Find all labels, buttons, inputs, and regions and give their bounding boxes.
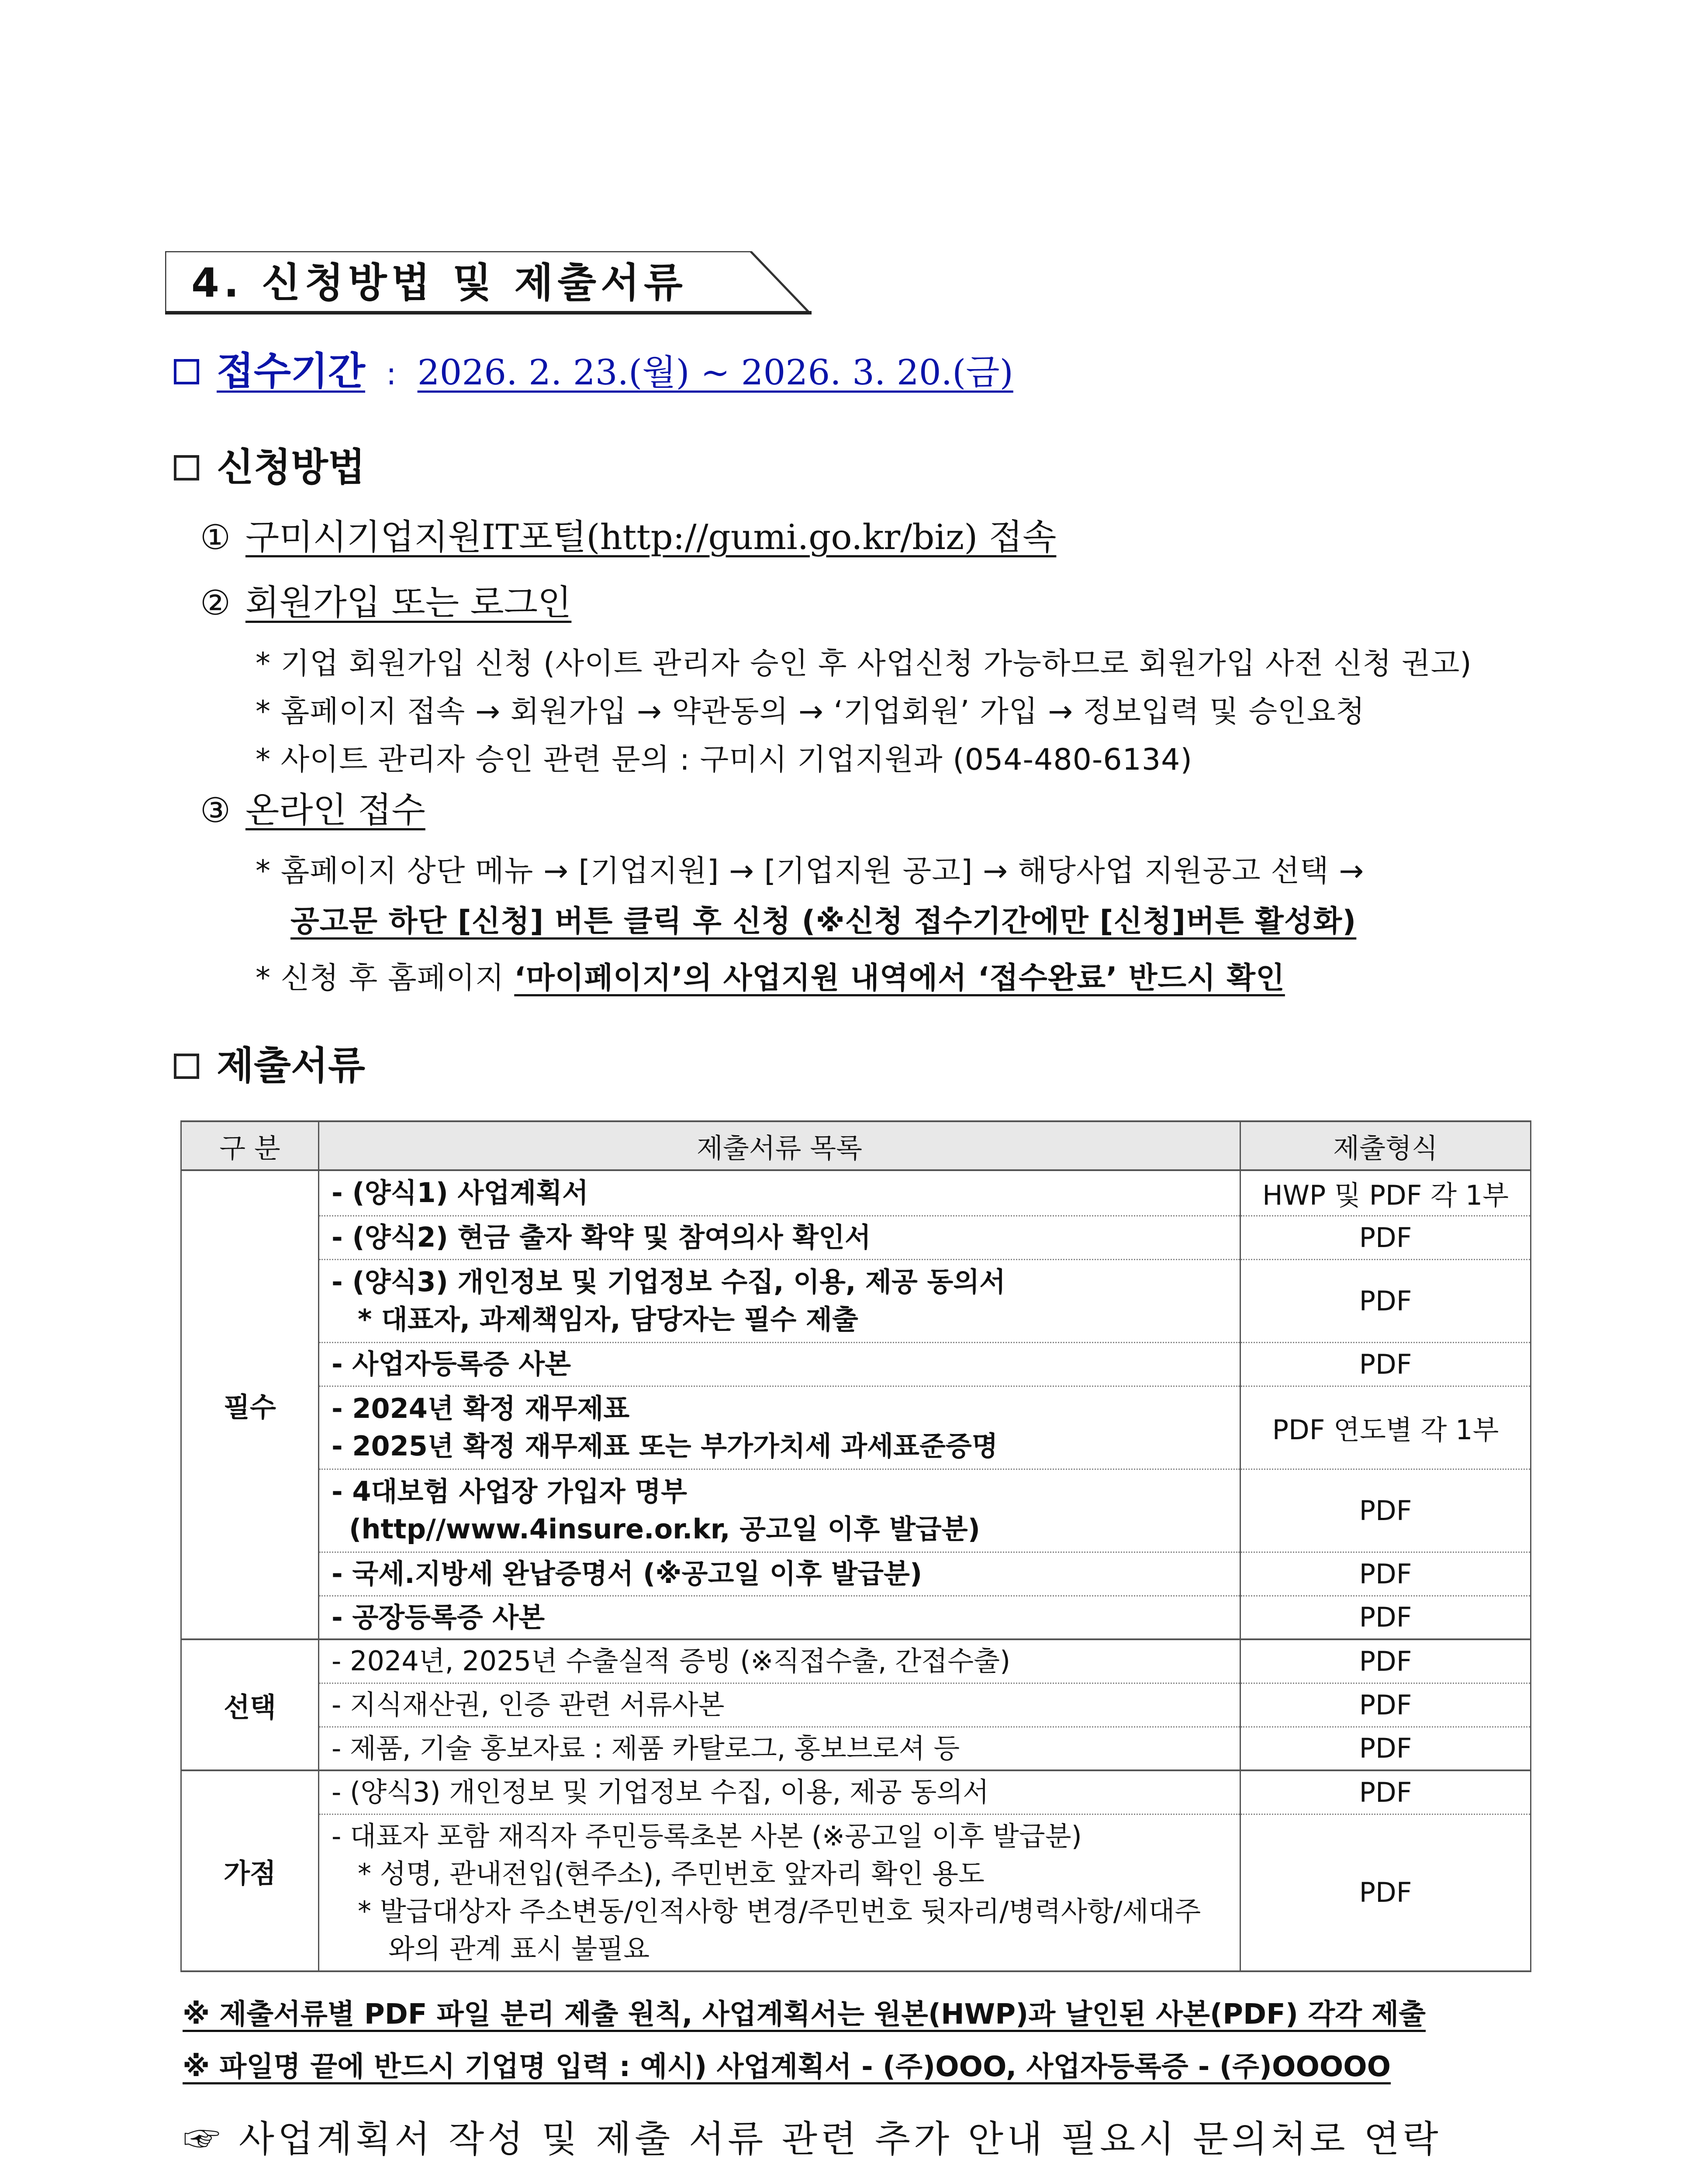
period-line (174, 341, 1013, 396)
doc-format: PDF (1240, 1727, 1531, 1770)
step-text: 구미시기업지원IT포털(http://gumi.go.kr/biz) 접속 (245, 517, 1057, 557)
doc-line: - 2024년, 2025년 수출실적 증빙 (※직접수출, 간접수출) (332, 1645, 1011, 1677)
checkbox-square-icon (174, 1054, 199, 1079)
doc-item (319, 1216, 1240, 1259)
table-row (181, 1552, 1531, 1596)
table-header-row (181, 1121, 1531, 1170)
method-heading-text: 신청방법 (217, 445, 366, 490)
step2-note-1: * 기업 회원가입 신청 (사이트 관리자 승인 후 사업신청 가능하므로 회원가입 사전 신청 권고) (256, 646, 1472, 681)
table-row (181, 1342, 1531, 1386)
method-step-1 (200, 509, 1056, 559)
method-step-2 (200, 574, 571, 625)
period-value: 2026. 2. 23.(월) ~ 2026. 3. 20.(금) (417, 352, 1013, 393)
doc-format: PDF (1240, 1814, 1531, 1971)
doc-subline: (http//www.4insure.or.kr, 공고일 이후 발급분) (349, 1513, 980, 1545)
table-row (181, 1469, 1531, 1552)
checkbox-square-icon (174, 359, 199, 384)
doc-line: - 공장등록증 사본 (332, 1601, 545, 1633)
doc-item (319, 1386, 1240, 1469)
step-number: ③ (200, 791, 231, 830)
final-contact-line: ☞ 사업계획서 작성 및 제출 서류 관련 추가 안내 필요시 문의처로 연락 (183, 2118, 1442, 2160)
method-heading (174, 437, 365, 492)
documents-table (180, 1120, 1531, 1972)
doc-line: - 2024년 확정 재무제표 (332, 1393, 630, 1424)
doc-subline: * 대표자, 과제책임자, 담당자는 필수 제출 (358, 1303, 858, 1335)
doc-format: PDF (1240, 1639, 1531, 1683)
doc-line: - (양식3) 개인정보 및 기업정보 수집, 이용, 제공 동의서 (332, 1776, 989, 1808)
doc-item (319, 1683, 1240, 1727)
step2-note-2: * 홈페이지 접속 → 회원가입 → 약관동의 → ‘기업회원’ 가입 → 정보입력 및 승인요청 (256, 695, 1365, 729)
doc-line: - 4대보험 사업장 가입자 명부 (332, 1476, 688, 1507)
doc-format: PDF (1240, 1596, 1531, 1639)
doc-subline: * 발급대상자 주소변동/인적사항 변경/주민번호 뒷자리/병력사항/세대주 (358, 1895, 1201, 1927)
header-category: 구 분 (181, 1121, 319, 1170)
doc-item (319, 1770, 1240, 1814)
doc-item (319, 1342, 1240, 1386)
table-row (181, 1216, 1531, 1259)
doc-item (319, 1727, 1240, 1770)
doc-item (319, 1814, 1240, 1971)
note-pdf-separate: ※ 제출서류별 PDF 파일 분리 제출 원칙, 사업계획서는 원본(HWP)과 날인된 사본(PDF) 각각 제출 (183, 1998, 1426, 2031)
doc-format: PDF (1240, 1770, 1531, 1814)
doc-item (319, 1552, 1240, 1596)
doc-line: - (양식3) 개인정보 및 기업정보 수집, 이용, 제공 동의서 (332, 1266, 1006, 1298)
doc-format: PDF (1240, 1683, 1531, 1727)
step3-note-2-prefix: * 신청 후 홈페이지 (256, 961, 515, 995)
step-number: ① (200, 518, 231, 557)
doc-item (319, 1639, 1240, 1683)
table-row (181, 1386, 1531, 1469)
docs-heading (174, 1035, 365, 1090)
doc-format: PDF (1240, 1259, 1531, 1342)
table-row (181, 1770, 1531, 1814)
doc-format: PDF (1240, 1342, 1531, 1386)
doc-format: PDF (1240, 1552, 1531, 1596)
doc-format: PDF (1240, 1216, 1531, 1259)
table-row (181, 1259, 1531, 1342)
doc-line: - 국세.지방세 완납증명서 (※공고일 이후 발급분) (332, 1558, 923, 1590)
section-header (165, 251, 812, 314)
doc-item (319, 1596, 1240, 1639)
doc-subline: * 성명, 관내전입(현주소), 주민번호 앞자리 확인 용도 (358, 1857, 985, 1890)
period-separator: : (386, 356, 397, 392)
header-format: 제출형식 (1240, 1121, 1531, 1170)
table-row (181, 1639, 1531, 1683)
doc-line: - 대표자 포함 재직자 주민등록초본 사본 (※공고일 이후 발급분) (332, 1820, 1082, 1852)
doc-format: HWP 및 PDF 각 1부 (1240, 1170, 1531, 1216)
table-row (181, 1727, 1531, 1770)
table-row (181, 1683, 1531, 1727)
doc-item (319, 1170, 1240, 1216)
step3-note-2-emphasis: ‘마이페이지’의 사업지원 내역에서 ‘접수완료’ 반드시 확인 (514, 961, 1285, 995)
doc-item (319, 1469, 1240, 1552)
doc-format: PDF 연도별 각 1부 (1240, 1386, 1531, 1469)
step-text: 온라인 접수 (245, 790, 425, 830)
doc-item (319, 1259, 1240, 1342)
step2-note-3: * 사이트 관리자 승인 관련 문의 : 구미시 기업지원과 (054-480-6134) (256, 743, 1192, 777)
section-title: 4. 신청방법 및 제출서류 (191, 259, 687, 306)
doc-subline: 와의 관계 표시 불필요 (388, 1932, 650, 1965)
table-row (181, 1596, 1531, 1639)
checkbox-square-icon (174, 455, 199, 480)
period-label: 접수기간 (217, 349, 366, 394)
doc-line: - 지식재산권, 인증 관련 서류사본 (332, 1689, 725, 1721)
doc-format: PDF (1240, 1469, 1531, 1552)
category-required: 필수 (181, 1170, 319, 1639)
doc-line: - 제품, 기술 홍보자료 : 제품 카탈로그, 홍보브로셔 등 (332, 1732, 960, 1764)
table-row (181, 1170, 1531, 1216)
table-row (181, 1814, 1531, 1971)
category-bonus: 가점 (181, 1770, 319, 1971)
header-documents: 제출서류 목록 (319, 1121, 1240, 1170)
doc-line: - 2025년 확정 재무제표 또는 부가가치세 과세표준증명 (332, 1430, 998, 1462)
step3-note-1a: * 홈페이지 상단 메뉴 → [기업지원] → [기업지원 공고] → 해당사업 지원공고 선택 → (256, 854, 1365, 888)
step-number: ② (200, 584, 231, 623)
method-step-3 (200, 782, 425, 832)
docs-heading-text: 제출서류 (217, 1043, 366, 1088)
step3-note-1b: 공고문 하단 [신청] 버튼 클릭 후 신청 (※신청 접수기간에만 [신청]버튼 활성화) (290, 904, 1357, 939)
doc-line: - (양식1) 사업계획서 (332, 1177, 588, 1209)
doc-line: - 사업자등록증 사본 (332, 1348, 571, 1380)
step3-note-2 (256, 954, 1285, 997)
doc-line: - (양식2) 현금 출자 확약 및 참여의사 확인서 (332, 1221, 871, 1253)
step-text: 회원가입 또는 로그인 (245, 582, 572, 623)
category-optional: 선택 (181, 1639, 319, 1770)
note-filename: ※ 파일명 끝에 반드시 기업명 입력 : 예시) 사업계획서 - (주)OOO, 사업자등록증 - (주)OOOOO (183, 2051, 1391, 2083)
